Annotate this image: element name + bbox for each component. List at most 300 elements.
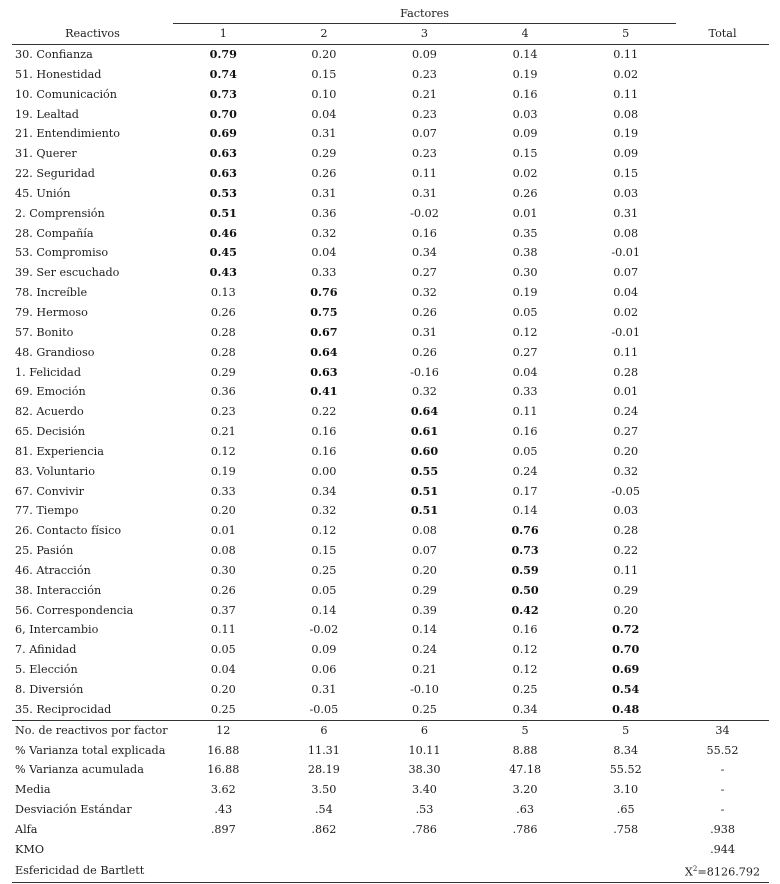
- loading-value-primary: [173, 204, 274, 224]
- table-row: [12, 680, 769, 700]
- item-rows: [12, 45, 769, 721]
- loading-value-primary: [274, 382, 375, 402]
- summary-row: [12, 820, 769, 840]
- table-row: [12, 85, 769, 105]
- table-row: [12, 263, 769, 283]
- loading-value: 0.33: [512, 385, 538, 399]
- item-label: 46. Atracción: [15, 563, 91, 577]
- summary-total: -: [720, 803, 725, 817]
- total-cell: [676, 164, 769, 184]
- loading-value: 0.09: [613, 147, 639, 161]
- table-row: [12, 105, 769, 125]
- loading-value: 0.02: [613, 67, 639, 81]
- factor-4-header: 4: [475, 24, 576, 45]
- item-label: 7. Afinidad: [15, 643, 77, 657]
- total-cell: [676, 442, 769, 462]
- bold-loading: 0.76: [511, 523, 539, 538]
- table-row: [12, 45, 769, 65]
- table-row: [12, 283, 769, 303]
- factores-header: Factores: [173, 4, 676, 24]
- item-label: 57. Bonito: [15, 325, 74, 339]
- loading-value: 0.33: [210, 484, 236, 498]
- bold-loading: 0.50: [511, 582, 539, 597]
- item-label: 48. Grandioso: [15, 345, 95, 359]
- total-cell: [676, 521, 769, 541]
- loading-value: 0.06: [311, 663, 337, 677]
- loading-value: 0.22: [613, 544, 639, 558]
- bold-loading: 0.46: [209, 225, 237, 240]
- loading-value: 0.31: [613, 206, 639, 220]
- table-row: [12, 363, 769, 383]
- total-cell: [676, 204, 769, 224]
- summary-value: 38.30: [408, 763, 441, 777]
- loading-value: 0.07: [412, 127, 437, 141]
- loading-value: 0.28: [613, 524, 639, 538]
- loading-value-primary: [274, 323, 375, 343]
- loading-value-primary: [374, 442, 475, 462]
- loading-value: 0.11: [412, 167, 437, 181]
- total-cell: [676, 363, 769, 383]
- total-cell: [676, 501, 769, 521]
- loading-value: 0.14: [512, 48, 538, 61]
- loading-value: -0.01: [611, 246, 641, 260]
- table-row: [12, 601, 769, 621]
- loading-value: 0.02: [512, 167, 538, 181]
- total-cell: [676, 482, 769, 502]
- table-row: [12, 164, 769, 184]
- summary-value: .862: [311, 822, 337, 836]
- header-row-factors: [12, 4, 769, 24]
- summary-value: .63: [516, 803, 534, 817]
- summary-value: 11.31: [307, 743, 340, 757]
- total-cell: [676, 382, 769, 402]
- table-row: [12, 660, 769, 680]
- summary-value: 3.40: [412, 783, 437, 797]
- summary-value: .897: [210, 822, 236, 836]
- loading-value: 0.01: [613, 385, 639, 399]
- table-row: [12, 482, 769, 502]
- loading-value: 0.26: [412, 345, 437, 359]
- item-label: 45. Unión: [15, 186, 71, 200]
- table-row: [12, 581, 769, 601]
- loading-value-primary: [173, 124, 274, 144]
- table-row: [12, 303, 769, 323]
- table-row: [12, 243, 769, 263]
- summary-row: [12, 720, 769, 740]
- loading-value: 0.28: [613, 365, 639, 379]
- table-row: [12, 343, 769, 363]
- loading-value: 0.20: [210, 683, 236, 696]
- loading-value: 0.16: [412, 226, 437, 240]
- summary-value: 5: [475, 720, 576, 740]
- summary-value: 6: [274, 720, 375, 740]
- bold-loading: 0.64: [410, 404, 439, 419]
- summary-label: % Varianza total explicada: [15, 743, 166, 757]
- loading-value-primary: [173, 263, 274, 283]
- loading-value: 0.23: [412, 147, 437, 161]
- table-row: [12, 700, 769, 720]
- total-cell: [676, 105, 769, 125]
- summary-row: [12, 800, 769, 820]
- table-row: [12, 422, 769, 442]
- loading-value: -0.05: [309, 702, 339, 716]
- loading-value-primary: [173, 243, 274, 263]
- loading-value: -0.02: [309, 623, 339, 637]
- loading-value: 0.28: [210, 345, 236, 359]
- loading-value-primary: [173, 184, 274, 204]
- item-label: 2. Comprensión: [15, 206, 105, 220]
- loading-value: -0.02: [410, 206, 439, 220]
- loading-value: 0.21: [412, 87, 437, 101]
- loading-value: 0.24: [512, 464, 538, 478]
- summary-value: [374, 840, 475, 860]
- summary-value: 28.19: [307, 763, 340, 777]
- item-label: 79. Hermoso: [15, 305, 88, 319]
- loading-value: 0.31: [311, 186, 337, 200]
- table-row: [12, 323, 769, 343]
- loading-value: 0.15: [311, 544, 337, 558]
- loading-value: 0.16: [311, 444, 337, 458]
- summary-value: 55.52: [609, 763, 642, 777]
- table-row: [12, 124, 769, 144]
- loading-value: 0.34: [311, 484, 337, 498]
- loading-value: 0.16: [311, 425, 337, 439]
- item-label: 19. Lealtad: [15, 107, 79, 121]
- bold-loading: 0.43: [209, 265, 237, 280]
- bold-loading: 0.51: [209, 205, 237, 220]
- loading-value: 0.14: [412, 623, 437, 637]
- loading-value: 0.04: [613, 286, 639, 300]
- loading-value: -0.05: [611, 484, 641, 498]
- loading-value: 0.23: [412, 107, 437, 121]
- loading-value: 0.16: [512, 623, 538, 637]
- loading-value: 0.19: [613, 127, 639, 141]
- summary-value: .53: [415, 803, 434, 817]
- item-label: 82. Acuerdo: [15, 405, 84, 419]
- loading-value-primary: [475, 561, 576, 581]
- summary-value: 3.10: [613, 783, 639, 797]
- total-header: Total: [676, 24, 769, 45]
- summary-value: 12: [173, 720, 274, 740]
- item-label: 10. Comunicación: [15, 87, 117, 101]
- loading-value: 0.08: [210, 544, 236, 558]
- loading-value: 0.27: [613, 425, 639, 439]
- table-row: [12, 442, 769, 462]
- summary-total: 55.52: [706, 743, 739, 757]
- loading-value: 0.04: [311, 246, 337, 260]
- bold-loading: 0.74: [209, 66, 237, 81]
- loading-value: 0.26: [512, 186, 538, 200]
- total-cell: [676, 283, 769, 303]
- item-label: 35. Reciprocidad: [15, 702, 112, 716]
- summary-total: 34: [676, 720, 769, 740]
- table-row: [12, 144, 769, 164]
- bold-loading: 0.55: [410, 463, 439, 478]
- summary-label: Desviación Estándar: [15, 803, 132, 817]
- total-cell: [676, 184, 769, 204]
- loading-value: 0.27: [512, 345, 538, 359]
- bold-loading: 0.72: [612, 622, 640, 637]
- total-cell: [676, 263, 769, 283]
- item-label: 65. Decisión: [15, 425, 86, 439]
- loading-value: 0.11: [613, 345, 639, 359]
- item-label: 69. Emoción: [15, 385, 86, 399]
- loading-value: 0.21: [210, 425, 236, 439]
- total-cell: [676, 144, 769, 164]
- item-label: 39. Ser escuchado: [15, 266, 120, 280]
- loading-value: 0.15: [311, 67, 337, 81]
- loading-value: 0.29: [412, 583, 437, 597]
- summary-value: .758: [613, 822, 639, 836]
- table-row: [12, 402, 769, 422]
- item-label: 6, Intercambio: [15, 623, 99, 637]
- bold-loading: 0.79: [209, 47, 237, 61]
- bold-loading: 0.69: [209, 126, 237, 141]
- loading-value: 0.36: [311, 206, 337, 220]
- loading-value: 0.25: [210, 702, 236, 716]
- loading-value: 0.29: [613, 583, 639, 597]
- loading-value: 0.09: [311, 643, 337, 657]
- loading-value-primary: [374, 422, 475, 442]
- summary-row: [12, 760, 769, 780]
- summary-total: .944: [710, 842, 735, 856]
- loading-value: 0.10: [311, 87, 337, 101]
- total-cell: [676, 620, 769, 640]
- summary-value: 8.34: [613, 743, 639, 757]
- table-row: [12, 204, 769, 224]
- item-label: 77. Tiempo: [15, 504, 79, 518]
- loading-value: -0.10: [410, 683, 439, 696]
- loading-value: 0.02: [613, 305, 639, 319]
- loading-value: 0.32: [311, 504, 337, 518]
- total-cell: [676, 660, 769, 680]
- loading-value: 0.05: [311, 583, 337, 597]
- summary-value: .54: [314, 803, 333, 817]
- item-label: 83. Voluntario: [15, 464, 95, 478]
- summary-value: [575, 840, 676, 860]
- header-row-columns: [12, 24, 769, 45]
- item-label: 5. Elección: [15, 663, 78, 677]
- loading-value: 0.25: [311, 563, 337, 577]
- loading-value: 0.05: [512, 305, 538, 319]
- loading-value-primary: [575, 620, 676, 640]
- loading-value: 0.00: [311, 464, 337, 478]
- total-cell: [676, 561, 769, 581]
- loading-value-primary: [475, 541, 576, 561]
- total-cell: [676, 65, 769, 85]
- item-label: 26. Contacto físico: [15, 524, 122, 538]
- loading-value: 0.04: [512, 365, 538, 379]
- summary-label: Esfericidad de Bartlett: [12, 860, 173, 883]
- loading-value: 0.26: [210, 305, 236, 319]
- loading-value: 0.05: [210, 643, 236, 657]
- item-label: 38. Interacción: [15, 583, 102, 597]
- summary-rows: [12, 720, 769, 882]
- loading-value: 0.08: [613, 107, 639, 121]
- loading-value: 0.12: [512, 325, 538, 339]
- loading-value: 0.07: [613, 266, 639, 280]
- loading-value: 0.36: [210, 385, 236, 399]
- summary-label: % Varianza acumulada: [15, 763, 144, 777]
- total-cell: [676, 303, 769, 323]
- total-cell: [676, 243, 769, 263]
- table-row: [12, 640, 769, 660]
- loading-value: 0.11: [512, 405, 538, 419]
- bold-loading: 0.60: [410, 443, 439, 458]
- loading-value: 0.27: [412, 266, 437, 280]
- loading-value: 0.11: [210, 623, 236, 637]
- loading-value: 0.12: [311, 524, 337, 538]
- bold-loading: 0.42: [511, 602, 539, 617]
- loading-value-primary: [274, 303, 375, 323]
- loading-value: 0.29: [311, 147, 337, 161]
- loading-value-primary: [374, 501, 475, 521]
- loading-value: 0.25: [512, 683, 538, 696]
- loading-value: 0.08: [412, 524, 437, 538]
- table-row: [12, 224, 769, 244]
- loading-value: 0.03: [613, 504, 639, 518]
- loading-value: 0.19: [210, 464, 236, 478]
- loading-value: 0.33: [311, 266, 337, 280]
- summary-value: [173, 860, 274, 883]
- loading-value-primary: [173, 224, 274, 244]
- factor-2-header: 2: [274, 24, 375, 45]
- total-cell: [676, 224, 769, 244]
- loading-value: 0.05: [512, 444, 538, 458]
- total-cell: [676, 541, 769, 561]
- loading-value: -0.01: [611, 325, 641, 339]
- bold-loading: 0.51: [410, 483, 439, 498]
- loading-value: 0.15: [613, 167, 639, 181]
- loading-value: 0.14: [311, 603, 337, 617]
- item-label: 78. Increíble: [15, 286, 88, 300]
- summary-value: 10.11: [408, 743, 441, 757]
- loading-value: 0.34: [412, 246, 437, 260]
- bold-loading: 0.64: [310, 344, 338, 359]
- bold-loading: 0.63: [209, 166, 237, 181]
- summary-value: .43: [214, 803, 233, 817]
- total-cell: [676, 124, 769, 144]
- loading-value: 0.19: [512, 286, 538, 300]
- loading-value: 0.31: [412, 325, 437, 339]
- loading-value-primary: [274, 343, 375, 363]
- loading-value: 0.14: [512, 504, 538, 518]
- total-cell: [676, 640, 769, 660]
- item-label: 53. Compromiso: [15, 246, 109, 260]
- factor-1-header: 1: [173, 24, 274, 45]
- total-cell: [676, 601, 769, 621]
- summary-total: $X^2=8126.792$: [676, 860, 769, 883]
- loading-value: 0.11: [613, 87, 639, 101]
- summary-row: [12, 741, 769, 761]
- loading-value: 0.26: [210, 583, 236, 597]
- loading-value: 0.35: [512, 226, 538, 240]
- loading-value: 0.04: [210, 663, 236, 677]
- summary-value: 3.20: [512, 783, 538, 797]
- table-row: [12, 501, 769, 521]
- loading-value: 0.30: [210, 563, 236, 577]
- summary-total: -: [720, 763, 725, 777]
- loading-value-primary: [575, 680, 676, 700]
- loading-value-primary: [274, 363, 375, 383]
- total-cell: [676, 85, 769, 105]
- table-row: [12, 541, 769, 561]
- loading-value: 0.11: [613, 563, 639, 577]
- loading-value: 0.20: [311, 48, 337, 61]
- item-label: 30. Confianza: [15, 48, 93, 61]
- summary-value: [274, 860, 375, 883]
- loading-value-primary: [173, 65, 274, 85]
- bold-loading: 0.41: [310, 384, 338, 399]
- table-row: [12, 65, 769, 85]
- loading-value: 0.12: [210, 444, 236, 458]
- summary-total: -: [720, 783, 725, 797]
- loading-value-primary: [575, 640, 676, 660]
- loading-value-primary: [374, 462, 475, 482]
- table-row: [12, 382, 769, 402]
- summary-value: 16.88: [207, 743, 240, 757]
- loading-value-primary: [173, 85, 274, 105]
- loading-value: 0.20: [613, 444, 639, 458]
- loading-value: 0.24: [412, 643, 437, 657]
- summary-value: [475, 860, 576, 883]
- loading-value: 0.31: [311, 683, 337, 696]
- bold-loading: 0.70: [209, 106, 237, 121]
- loading-value: 0.17: [512, 484, 538, 498]
- loading-value: 0.03: [613, 186, 639, 200]
- summary-value: [575, 860, 676, 883]
- loading-value-primary: [475, 521, 576, 541]
- loading-value: 0.09: [412, 48, 437, 61]
- loading-value: 0.09: [512, 127, 538, 141]
- total-cell: [676, 462, 769, 482]
- factor-loadings-table: [12, 4, 769, 883]
- loading-value: 0.28: [210, 325, 236, 339]
- bold-loading: 0.53: [209, 185, 237, 200]
- loading-value: 0.21: [412, 663, 437, 677]
- summary-value: [173, 840, 274, 860]
- loading-value: 0.20: [613, 603, 639, 617]
- loading-value: 0.38: [512, 246, 538, 260]
- loading-value: 0.20: [210, 504, 236, 518]
- loading-value-primary: [173, 45, 274, 65]
- loading-value: 0.12: [512, 643, 538, 657]
- loading-value: 0.07: [412, 544, 437, 558]
- reactivos-header: Reactivos: [12, 24, 173, 45]
- bold-loading: 0.59: [511, 562, 539, 577]
- total-cell: [676, 343, 769, 363]
- item-label: 28. Compañía: [15, 226, 94, 240]
- loading-value: 0.32: [412, 385, 437, 399]
- total-cell: [676, 323, 769, 343]
- summary-value: 47.18: [509, 763, 542, 777]
- loading-value: 0.37: [210, 603, 236, 617]
- loading-value: 0.23: [412, 67, 437, 81]
- bold-loading: 0.73: [209, 86, 237, 101]
- total-cell: [676, 422, 769, 442]
- summary-value: [274, 840, 375, 860]
- loading-value: -0.16: [410, 365, 439, 379]
- loading-value-primary: [475, 601, 576, 621]
- bold-loading: 0.69: [612, 662, 640, 677]
- bold-loading: 0.67: [310, 324, 338, 339]
- loading-value-primary: [173, 164, 274, 184]
- table-row: [12, 462, 769, 482]
- bold-loading: 0.45: [209, 245, 237, 260]
- table-row: [12, 561, 769, 581]
- loading-value: 0.31: [412, 186, 437, 200]
- loading-value: 0.11: [613, 48, 639, 61]
